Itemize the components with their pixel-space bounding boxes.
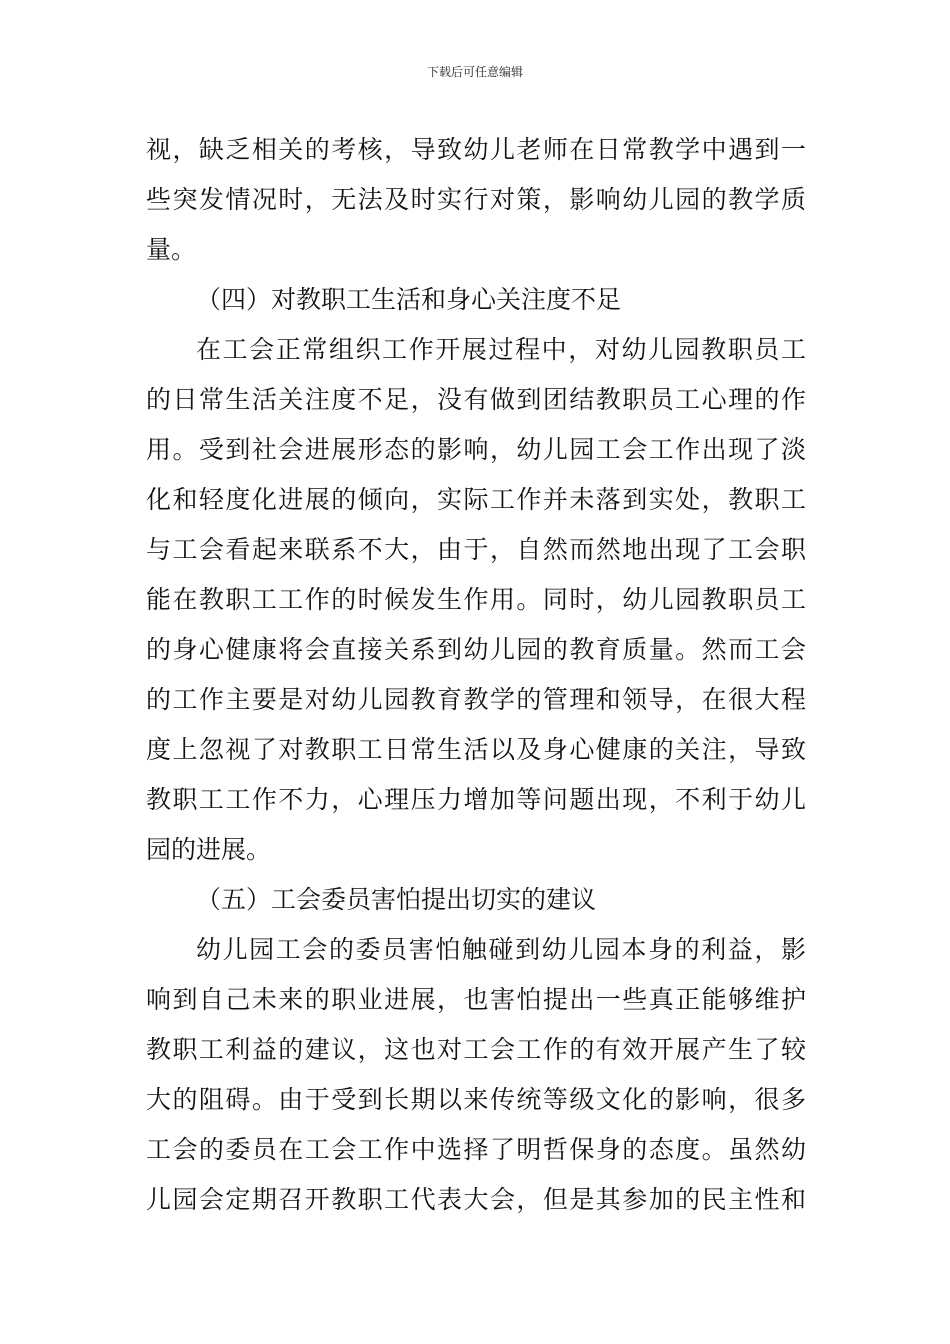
paragraph-line: 量。	[146, 235, 197, 264]
paragraph-line: 度上忽视了对教职工日常生活以及身心健康的关注，导致	[146, 735, 806, 764]
paragraph-line: 些突发情况时，无法及时实行对策，影响幼儿园的教学质	[146, 185, 806, 214]
section-heading: （四）对教职工生活和身心关注度不足	[196, 285, 622, 314]
document-body	[146, 125, 806, 1225]
paragraph-line: 幼儿园工会的委员害怕触碰到幼儿园本身的利益，影	[196, 935, 806, 964]
paragraph-line: 儿园会定期召开教职工代表大会，但是其参加的民主性和	[146, 1185, 806, 1214]
paragraph-line: 教职工利益的建议，这也对工会工作的有效开展产生了较	[146, 1035, 806, 1064]
paragraph-line: 视，缺乏相关的考核，导致幼儿老师在日常教学中遇到一	[146, 135, 806, 164]
page-header: 下载后可任意编辑	[426, 65, 523, 79]
paragraph-line: 化和轻度化进展的倾向，实际工作并未落到实处，教职工	[146, 485, 806, 514]
paragraph-line: 能在教职工工作的时候发生作用。同时，幼儿园教职员工	[146, 585, 806, 614]
paragraph-line: 的身心健康将会直接关系到幼儿园的教育质量。然而工会	[146, 635, 806, 664]
paragraph-line: 的日常生活关注度不足，没有做到团结教职员工心理的作	[146, 385, 806, 414]
section-heading: （五）工会委员害怕提出切实的建议	[196, 885, 597, 914]
paragraph-line: 用。受到社会进展形态的影响，幼儿园工会工作出现了淡	[146, 435, 806, 464]
paragraph-line: 教职工工作不力，心理压力增加等问题出现，不利于幼儿	[146, 785, 806, 814]
paragraph-line: 与工会看起来联系不大，由于，自然而然地出现了工会职	[146, 535, 806, 564]
paragraph-line: 工会的委员在工会工作中选择了明哲保身的态度。虽然幼	[146, 1135, 806, 1164]
paragraph-line: 大的阻碍。由于受到长期以来传统等级文化的影响，很多	[146, 1085, 806, 1114]
paragraph-line: 园的进展。	[146, 835, 272, 864]
paragraph-line: 响到自己未来的职业进展，也害怕提出一些真正能够维护	[146, 985, 806, 1014]
paragraph-line: 在工会正常组织工作开展过程中，对幼儿园教职员工	[196, 335, 806, 364]
paragraph-line: 的工作主要是对幼儿园教育教学的管理和领导，在很大程	[146, 685, 806, 714]
